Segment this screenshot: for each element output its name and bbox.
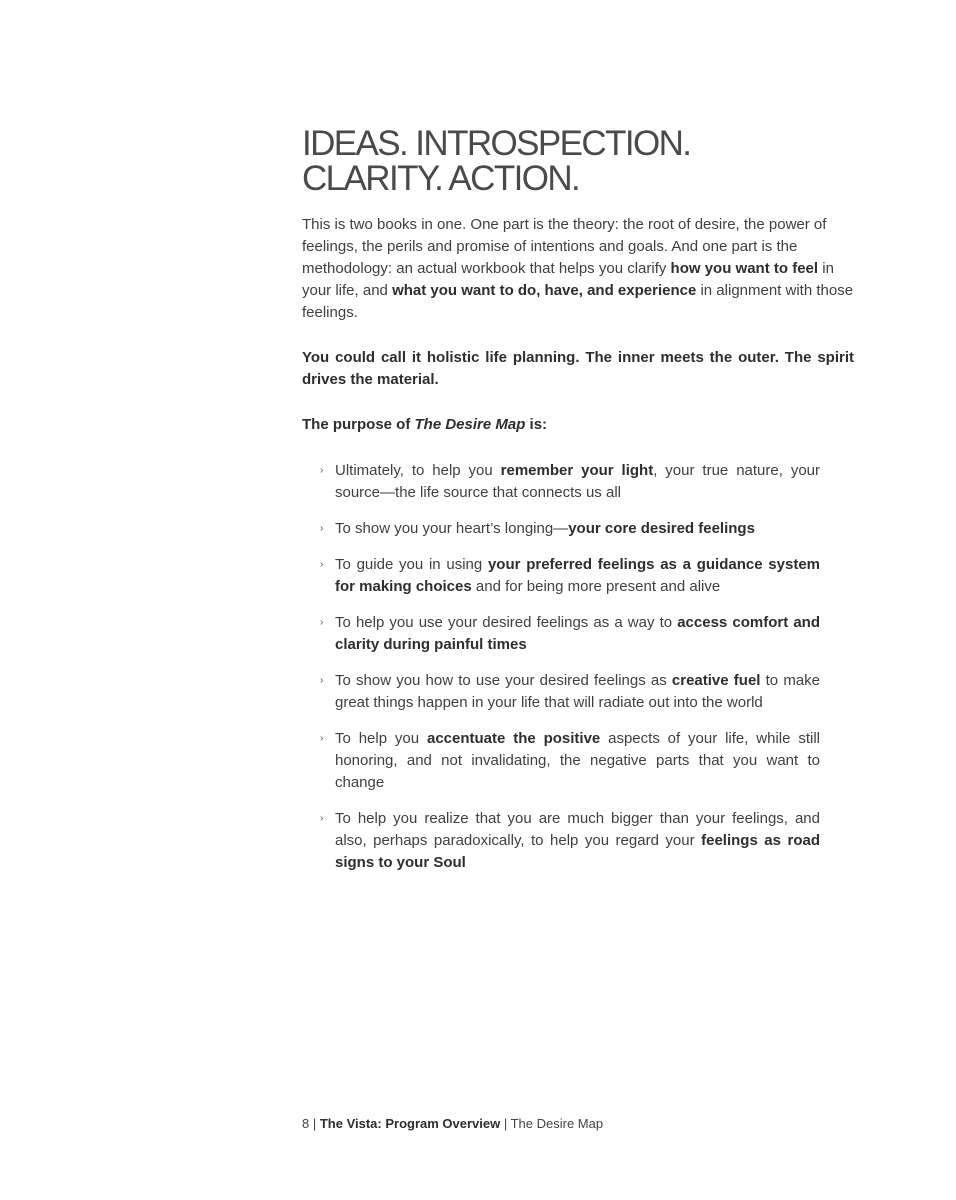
heading-line-1: IDEAS. INTROSPECTION.	[302, 124, 691, 163]
bullet-icon: ›	[320, 465, 324, 476]
footer-section: The Vista: Program Overview	[319, 1116, 501, 1131]
item-text: to make great things happen in your life that will radiate out into the world	[335, 672, 821, 711]
purpose-list-item	[302, 728, 820, 794]
purpose-heading	[302, 414, 854, 436]
purpose-list-item	[302, 612, 820, 656]
item-text: To help you realize that you are much bigger than your feelings, and also, perhaps paradoxically, to help you regard your	[335, 810, 820, 849]
bullet-icon: ›	[320, 523, 324, 534]
item-text: To help you use your desired feelings as a way to	[335, 614, 678, 631]
purpose-list-item	[302, 554, 820, 598]
item-text: , your true nature, your source—the life source that connects us all	[335, 462, 820, 501]
intro-bold-1: how you want to feel	[670, 260, 819, 277]
intro-bold-2: what you want to do, have, and experience	[392, 282, 697, 299]
bullet-icon: ›	[320, 617, 324, 628]
intro-paragraph	[302, 214, 854, 324]
purpose-list	[302, 460, 820, 874]
purpose-prefix: The purpose of	[302, 416, 415, 433]
bullet-icon: ›	[320, 813, 324, 824]
bullet-icon: ›	[320, 733, 324, 744]
item-bold-text: feelings as road signs to your Soul	[335, 832, 820, 871]
footer-separator-2: |	[500, 1116, 511, 1131]
intro-text-2: in your life, and	[302, 260, 834, 299]
purpose-suffix: is:	[525, 416, 548, 433]
heading-line-2: CLARITY. ACTION.	[302, 159, 580, 198]
purpose-list-item	[302, 808, 820, 874]
item-bold-text: access comfort and clarity during painful times	[335, 614, 820, 653]
page-footer	[302, 1116, 603, 1132]
item-bold-text: your preferred feelings as a guidance system for making choices	[335, 556, 820, 595]
page-heading	[302, 126, 854, 196]
item-text: Ultimately, to help you	[335, 462, 501, 479]
purpose-list-item	[302, 518, 820, 540]
item-bold-text: remember your light	[500, 462, 654, 479]
item-text: To show you how to use your desired feelings as	[335, 672, 672, 689]
item-text: To show you your heart’s longing—	[335, 520, 569, 537]
item-text: aspects of your life, while still honoring, and not invalidating, the negative parts that you want to change	[335, 730, 821, 791]
footer-book-title: The Desire Map	[510, 1116, 604, 1131]
page-content	[302, 126, 854, 888]
item-text: and for being more present and alive	[471, 578, 721, 595]
intro-text-3: in alignment with those feelings.	[302, 282, 854, 321]
item-bold-text: accentuate the positive	[426, 730, 601, 747]
bullet-icon: ›	[320, 559, 324, 570]
item-bold-text: creative fuel	[671, 672, 761, 689]
page-number: 8	[302, 1116, 310, 1131]
holistic-statement: You could call it holistic life planning. The inner meets the outer. The spirit drives the material.	[302, 349, 854, 388]
item-text: To guide you in using	[335, 556, 488, 573]
purpose-list-item	[302, 670, 820, 714]
book-title: The Desire Map	[414, 416, 526, 433]
item-text: To help you	[335, 730, 427, 747]
purpose-list-item	[302, 460, 820, 504]
footer-separator-1: |	[309, 1116, 320, 1131]
bullet-icon: ›	[320, 675, 324, 686]
item-bold-text: your core desired feelings	[568, 520, 755, 537]
intro-text-1: This is two books in one. One part is the theory: the root of desire, the power of feelings, the perils and promise of intentions and goals. And one part is the methodology: an actual workbook that helps you clarify	[302, 216, 827, 277]
